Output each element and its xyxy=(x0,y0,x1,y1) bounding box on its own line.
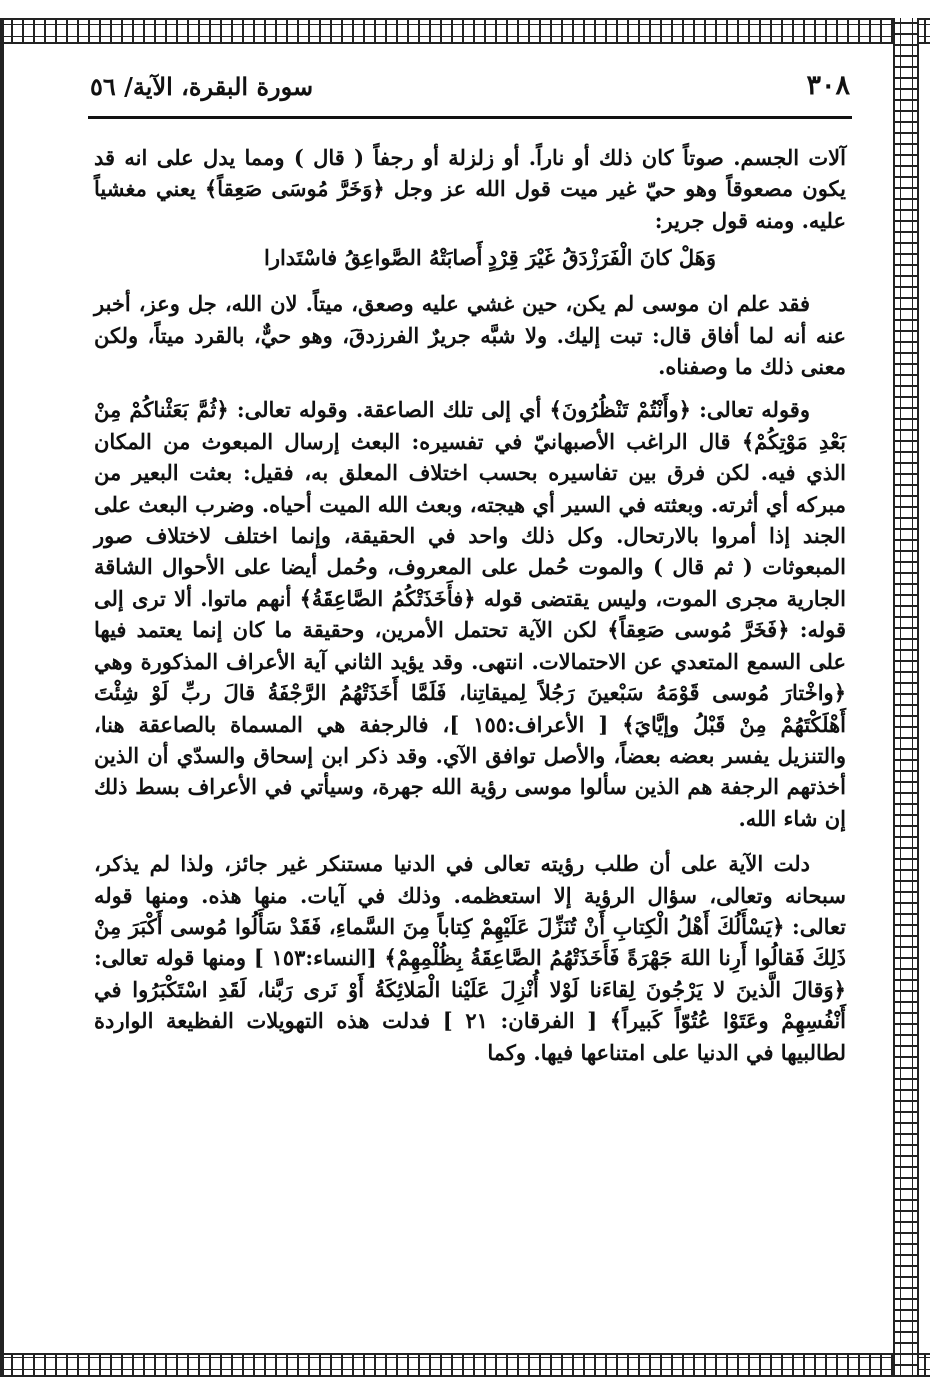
paragraph-1: آلات الجسم. صوتاً كان ذلك أو ناراً. أو زلزلة أو رجفاً ( قال ) ومما يدل على انه قد يكون مصعوقاً وهو حيّ غير ميت قول الله عز وجل ﴿وَخَرَّ مُوسَى صَعِقاً﴾ يعني مغشياً عليه. ومنه قول جرير: xyxy=(94,145,846,233)
paragraph-gap xyxy=(94,834,846,848)
page-header xyxy=(90,70,850,110)
paragraph-3: وقوله تعالى: ﴿وأَنْتُمْ تَنْظُرُونَ﴾ أي إلى تلك الصاعقة. وقوله تعالى: ﴿ثُمَّ بَعَثْناكُمْ مِنْ بَعْدِ مَوْتِكُمْ﴾ قال الراغب الأصبهانيّ في تفسيره: البعث إرسال المبعوث من المكان الذي فيه. لكن فرق بين تفاسيره بحسب اختلاف المعلق به، فقيل: بعثت البعير من مبركه أي أثرته. وبعثته في السير أي هيجته، وبعث الله الميت أحياه. وضرب البعث على الجند إذا أمروا بالارتحال. وكل ذلك واحد في الحقيقة، وإنما اختلف لاختلاف صور المبعوثات ( ثم قال ) والموت حُمل على المعروف، وحُمل أيضا على الأحوال الشاقة الجارية مجرى الموت، وليس يقتضى قوله ﴿فأَخَذَتْكُمُ الصَّاعِقَةُ﴾ أنهم ماتوا. ألا ترى إلى قوله: ﴿فَخَرَّ مُوسى صَعِقاً﴾ لكن الآية تحتمل الأمرين، وحقيقة ما كان إنما يعتمد فيها على السمع المتعدي عن الاحتمالات. انتهى. وقد يؤيد الثاني آية الأعراف المذكورة وهي ﴿واخْتارَ مُوسى قَوْمَهُ سَبْعينَ رَجُلاً لِميقاتِنا، فَلَمَّا أَخَذَتْهُمُ الرَّجْفَةُ قالَ ربِّ لَوْ شِئْتَ أَهْلَكْتَهُمْ مِنْ قَبْلُ وإيَّايَ﴾ [ الأعراف:١٥٥ ]، فالرجفة هي المسماة بالصاعقة هنا، والتنزيل يفسر بعضه بعضاً، والأصل توافق الآي. وقد ذكر ابن إسحاق والسدّي أن الذين أخذتهم الرجفة هم الذين سألوا موسى رؤية الله جهرة، وسيأتي في الأعراف بسط ذلك إن شاء الله. xyxy=(94,397,847,831)
poetry-hemistich-1: وَهَلْ كانَ الْفَرَزْدَقُ غَيْرَ قِرْدٍ xyxy=(487,245,716,271)
paragraph-4: دلت الآية على أن طلب رؤيته تعالى في الدنيا مستنكر غير جائز، ولذا لم يذكر، سبحانه وتعالى، سؤال الرؤية إلا استعظمه. وذلك في آيات. منها هذه. ومنها قوله تعالى: ﴿يَسْأَلُكَ أَهْلُ الْكِتابِ أَنْ تُنَزِّلَ عَلَيْهِمْ كِتاباً مِنَ السَّماءِ، فَقَدْ سَأَلُوا مُوسى أَكْبَرَ مِنْ ذَلِكَ فَقالُوا أَرِنا اللهَ جَهْرَةً فَأَخَذَتْهُمُ الصَّاعِقَةُ بِظُلْمِهِمْ﴾ [النساء:١٥٣ ] ومنها قوله تعالى: ﴿وَقالَ الَّذينَ لا يَرْجُونَ لِقاءَنا لَوْلا أُنْزِلَ عَلَيْنا الْمَلائِكَةُ أَوْ نَرى رَبَّنا، لَقَدِ اسْتَكْبَرُوا في أَنْفُسِهِمْ وعَتَوْا عُتُوّاً كَبيراً﴾ [ الفرقان: ٢١ ] فدلت هذه التهويلات الفظيعة الواردة لطالبيها في الدنيا على امتناعها فيها. وكما xyxy=(94,851,846,1065)
poetry-hemistich-2: أَصابَتْهُ الصَّواعِقُ فاسْتَدارا xyxy=(264,245,483,271)
ornamental-border-right xyxy=(893,18,919,1377)
paragraph-gap xyxy=(94,382,846,394)
paragraph-2: فقد علم ان موسى لم يكن، حين غشي عليه وصعق، ميتاً. لان الله، جل وعز، أخبر عنه أنه لما أفاق قال: تبت إليك. ولا شبَّه جريرٌ الفرزدقَ، وهو حيٌّ، بالقرد ميتاً، ولكن معنى ذلك ما وصفناه. xyxy=(94,291,846,380)
ornamental-border-bottom xyxy=(0,1353,930,1377)
page-edge-left xyxy=(0,18,4,1377)
page-body xyxy=(94,142,846,1068)
ornamental-border-top xyxy=(0,18,930,44)
running-head: سورة البقرة، الآية/ ٥٦ xyxy=(90,72,314,101)
header-rule xyxy=(88,116,852,119)
page-number: ٣٠٨ xyxy=(806,70,850,101)
poetry-verse xyxy=(94,238,846,278)
